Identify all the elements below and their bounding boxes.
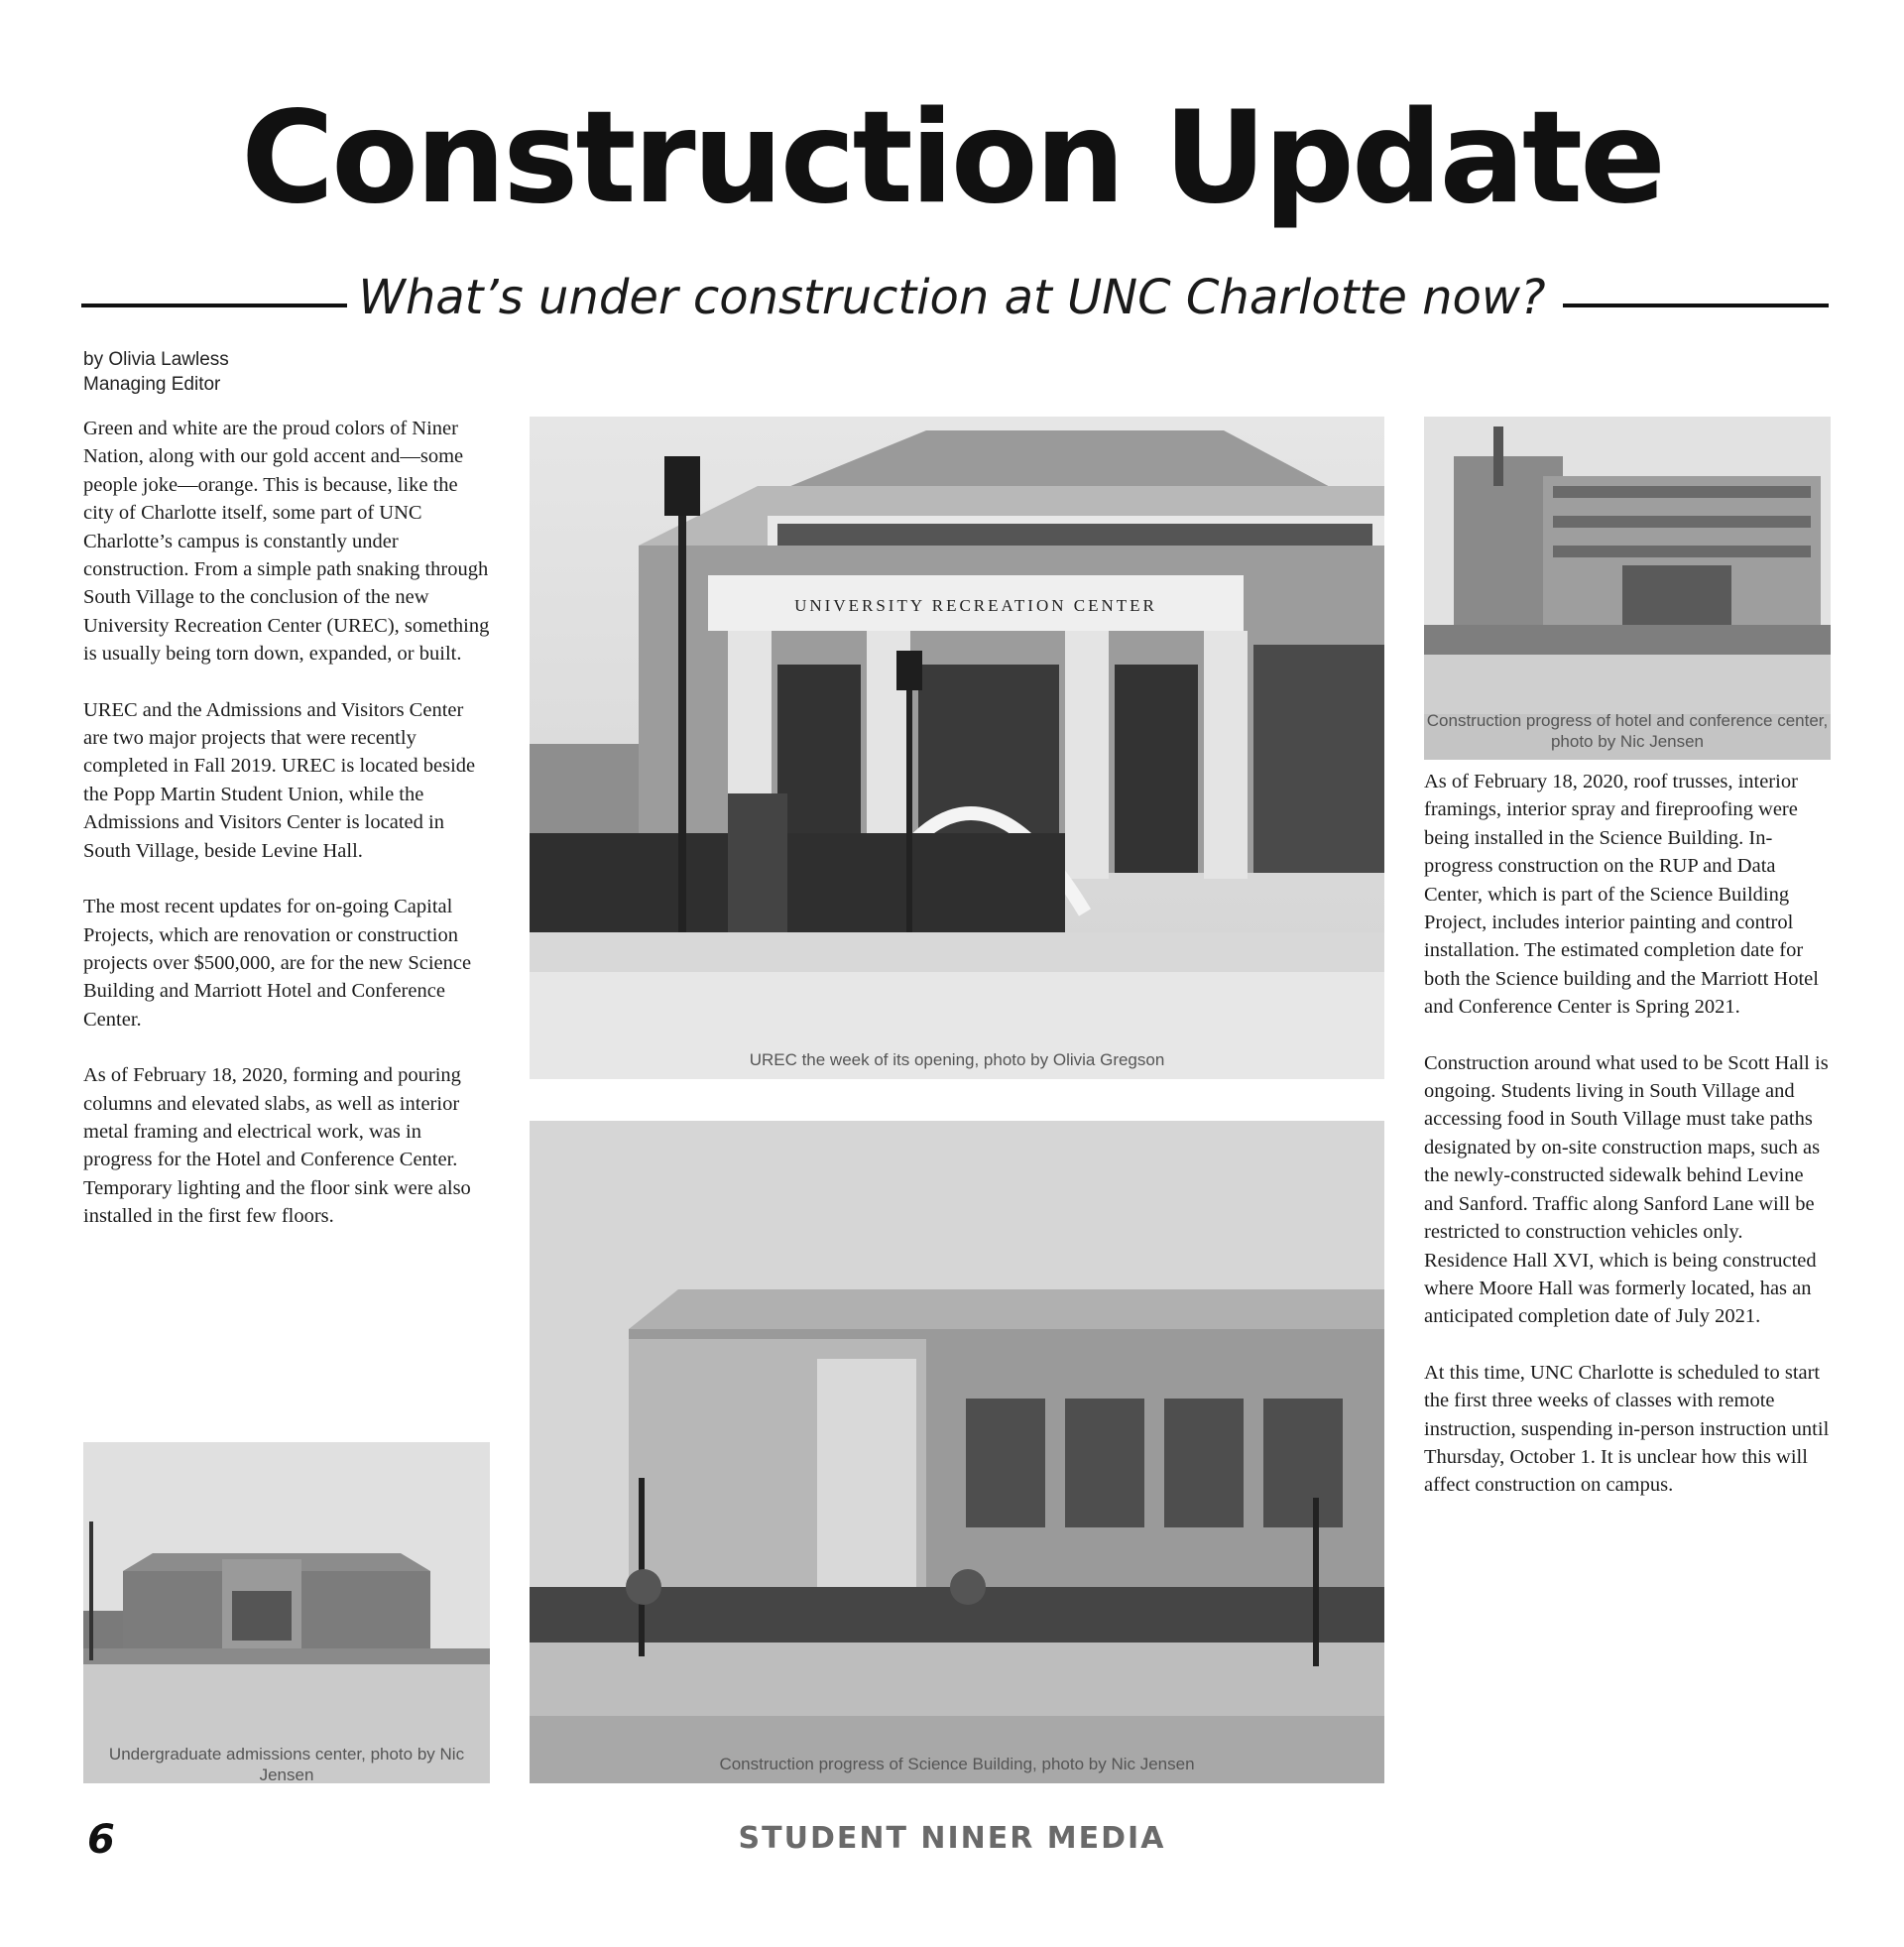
page-subtitle: What’s under construction at UNC Charlotte now?: [358, 270, 1546, 325]
admissions-center-photo: [83, 1442, 490, 1783]
admissions-center-photo-caption: Undergraduate admissions center, photo by Nic Jensen: [108, 1745, 465, 1784]
science-building-image: [530, 1121, 1384, 1783]
urec-building-image: [530, 417, 1384, 1079]
subtitle-rule-right: [1563, 304, 1829, 307]
article-paragraph: As of February 18, 2020, forming and pouring columns and elevated slabs, as well as interior metal framing and electrical work, was in progress for the Hotel and Conference Center. Temporary lighting and the floor sink were also installed in the first few floors.: [83, 1064, 471, 1228]
admissions-center-image: [83, 1442, 490, 1783]
article-paragraph: UREC and the Admissions and Visitors Center are two major projects that were recently completed in Fall 2019. UREC is located beside the Popp Martin Student Union, while the Admissions and Visitors Center is located in South Village, beside Levine Hall.: [83, 698, 476, 862]
urec-sign-text: UNIVERSITY RECREATION CENTER: [794, 596, 1157, 615]
subtitle-rule-left: [81, 304, 347, 307]
hotel-photo-caption: Construction progress of hotel and conference center, photo by Nic Jensen: [1426, 711, 1829, 751]
article-paragraph: At this time, UNC Charlotte is scheduled to start the first three weeks of classes with remote instruction, suspending in-person instruction until Thursday, October 1. It is unclear how this will affect construction on campus.: [1424, 1361, 1830, 1497]
article-paragraph: Construction around what used to be Scott Hall is ongoing. Students living in South Village and accessing food in South Village must take paths designated by on-site construction maps, such as the newly-constructed sidewalk behind Levine and Sanford. Traffic along Sanford Lane will be restricted to construction vehicles only. Residence Hall XVI, which is being constructed where Moore Hall was formerly located, has an anticipated completion date of July 2021.: [1424, 1051, 1829, 1328]
science-building-photo: [530, 1121, 1384, 1783]
byline-author: by Olivia Lawless: [83, 349, 229, 370]
right-article-column: [1424, 768, 1831, 1527]
publication-brand: STUDENT NINER MEDIA: [738, 1821, 1166, 1856]
science-building-photo-caption: Construction progress of Science Building, photo by Nic Jensen: [719, 1755, 1195, 1773]
left-article-column: [83, 415, 492, 1259]
byline-role: Managing Editor: [83, 374, 221, 395]
hotel-photo: [1424, 417, 1831, 760]
page-number: 6: [87, 1817, 115, 1863]
hotel-construction-image: [1424, 417, 1831, 760]
urec-photo: [530, 417, 1384, 1079]
page-title: Construction Update: [241, 84, 1663, 232]
article-paragraph: Green and white are the proud colors of Niner Nation, along with our gold accent and—some people joke—orange. This is because, like the city of Charlotte itself, some part of UNC Charlotte’s campus is constantly under construction. From a simple path snaking through South Village to the conclusion of the new University Recreation Center (UREC), something is usually being torn down, expanded, or built.: [83, 418, 490, 666]
article-paragraph: As of February 18, 2020, roof trusses, interior framings, interior spray and fireproofing were being installed in the Science Building. In-progress construction on the RUP and Data Center, which is part of the Science Building Project, includes interior painting and control installation. The estimated completion date for both the Science building and the Marriott Hotel and Conference Center is Spring 2021.: [1424, 771, 1819, 1019]
article-paragraph: The most recent updates for on-going Capital Projects, which are renovation or construction projects over $500,000, are for the new Science Building and Marriott Hotel and Conference Center.: [83, 896, 472, 1031]
urec-photo-caption: UREC the week of its opening, photo by Olivia Gregson: [749, 1050, 1165, 1069]
byline: [83, 347, 229, 397]
